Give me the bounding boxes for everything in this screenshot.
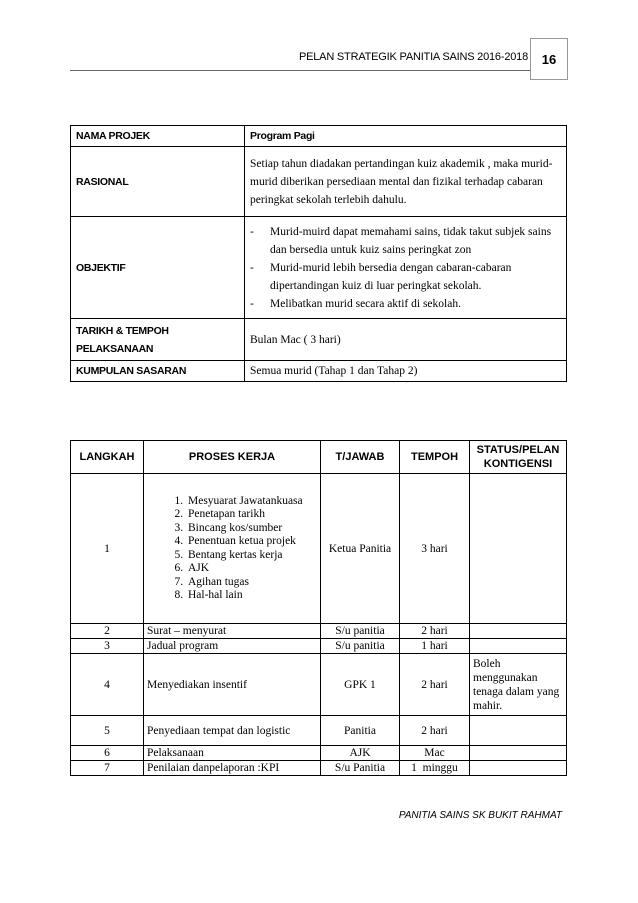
header-title: PELAN STRATEGIK PANITIA SAINS 2016-2018 (298, 51, 528, 63)
cell-status (470, 624, 567, 639)
table-row (71, 361, 567, 382)
nama-projek-value: Program Pagi (245, 126, 567, 147)
table-row (71, 716, 567, 746)
cell-status (470, 716, 567, 746)
table-row (71, 319, 567, 361)
tarikh-label: TARIKH & TEMPOH PELAKSANAAN (71, 319, 245, 361)
table-row (71, 474, 567, 624)
cell-tempoh: 2 hari (400, 716, 470, 746)
list-item: 5. Bentang kertas kerja (186, 549, 320, 563)
col-proses: PROSES KERJA (144, 441, 321, 474)
rasional-label: RASIONAL (71, 147, 245, 217)
list-item: - Melibatkan murid secara aktif di sekolah. (250, 297, 461, 310)
cell-langkah: 6 (71, 746, 144, 761)
table-row (71, 761, 567, 776)
cell-langkah: 2 (71, 624, 144, 639)
cell-tempoh: 2 hari (400, 624, 470, 639)
header-divider (70, 70, 530, 71)
table-row (71, 217, 567, 319)
cell-proses: Menyediakan insentif (144, 654, 321, 716)
page-footer: PANITIA SAINS SK BUKIT RAHMAT (398, 810, 562, 821)
nama-projek-label: NAMA PROJEK (71, 126, 245, 147)
cell-status (470, 761, 567, 776)
cell-tempoh: 2 hari (400, 654, 470, 716)
cell-tjawab: S/u panitia (321, 639, 400, 654)
proses-steps-list (144, 493, 320, 605)
col-status: STATUS/PELAN KONTIGENSI (470, 441, 567, 474)
cell-status (470, 474, 567, 624)
table-row (71, 654, 567, 716)
cell-tjawab: S/u panitia (321, 624, 400, 639)
objektif-list (245, 217, 567, 319)
cell-proses (144, 474, 321, 624)
cell-langkah: 3 (71, 639, 144, 654)
page-header (0, 38, 638, 78)
cell-status (470, 746, 567, 761)
list-item: - Murid-murid lebih bersedia dengan cabaran-cabaran dipertandingan kuiz di luar peringkat sekolah. (250, 261, 512, 292)
table-row (71, 624, 567, 639)
cell-tjawab: Ketua Panitia (321, 474, 400, 624)
sasaran-value: Semua murid (Tahap 1 dan Tahap 2) (245, 361, 567, 382)
rasional-value: Setiap tahun diadakan pertandingan kuiz akademik , maka murid-murid diberikan persediaan mental dan fizikal terhadap cabaran peringkat sekolah terlebih dahulu. (245, 147, 567, 217)
list-item: 1. Mesyuarat Jawatankuasa (186, 495, 320, 509)
cell-tjawab: GPK 1 (321, 654, 400, 716)
tarikh-value: Bulan Mac ( 3 hari) (245, 319, 567, 361)
cell-tjawab: AJK (321, 746, 400, 761)
cell-langkah: 1 (71, 474, 144, 624)
col-langkah: LANGKAH (71, 441, 144, 474)
cell-tempoh: 1 hari (400, 639, 470, 654)
list-item: - Murid-muird dapat memahami sains, tidak takut subjek sains dan bersedia untuk kuiz sains peringkat zon (250, 225, 552, 256)
cell-tempoh: 1 minggu (400, 761, 470, 776)
cell-tempoh: 3 hari (400, 474, 470, 624)
project-info-table (70, 125, 567, 382)
table-row (71, 147, 567, 217)
cell-tempoh: Mac (400, 746, 470, 761)
list-item: 8. Hal-hal lain (186, 589, 320, 603)
cell-proses: Penyediaan tempat dan logistic (144, 716, 321, 746)
cell-langkah: 5 (71, 716, 144, 746)
cell-status (470, 639, 567, 654)
table-header-row (71, 441, 567, 474)
sasaran-label: KUMPULAN SASARAN (71, 361, 245, 382)
cell-proses: Jadual program (144, 639, 321, 654)
cell-proses: Surat – menyurat (144, 624, 321, 639)
col-tempoh: TEMPOH (400, 441, 470, 474)
cell-status: Boleh menggunakan tenaga dalam yang mahir. (470, 654, 567, 716)
list-item: 4. Penentuan ketua projek (186, 535, 320, 549)
cell-proses: Pelaksanaan (144, 746, 321, 761)
work-plan-table (70, 440, 567, 776)
page-number: 16 (530, 38, 568, 80)
cell-tjawab: S/u Panitia (321, 761, 400, 776)
table-row (71, 639, 567, 654)
list-item: 6. AJK (186, 562, 320, 576)
cell-tjawab: Panitia (321, 716, 400, 746)
table-row (71, 126, 567, 147)
list-item: 7. Agihan tugas (186, 576, 320, 590)
cell-proses: Penilaian danpelaporan :KPI (144, 761, 321, 776)
table-row (71, 746, 567, 761)
objektif-label: OBJEKTIF (71, 217, 245, 319)
list-item: 2. Penetapan tarikh (186, 508, 320, 522)
cell-langkah: 7 (71, 761, 144, 776)
col-tjawab: T/JAWAB (321, 441, 400, 474)
list-item: 3. Bincang kos/sumber (186, 522, 320, 536)
cell-langkah: 4 (71, 654, 144, 716)
